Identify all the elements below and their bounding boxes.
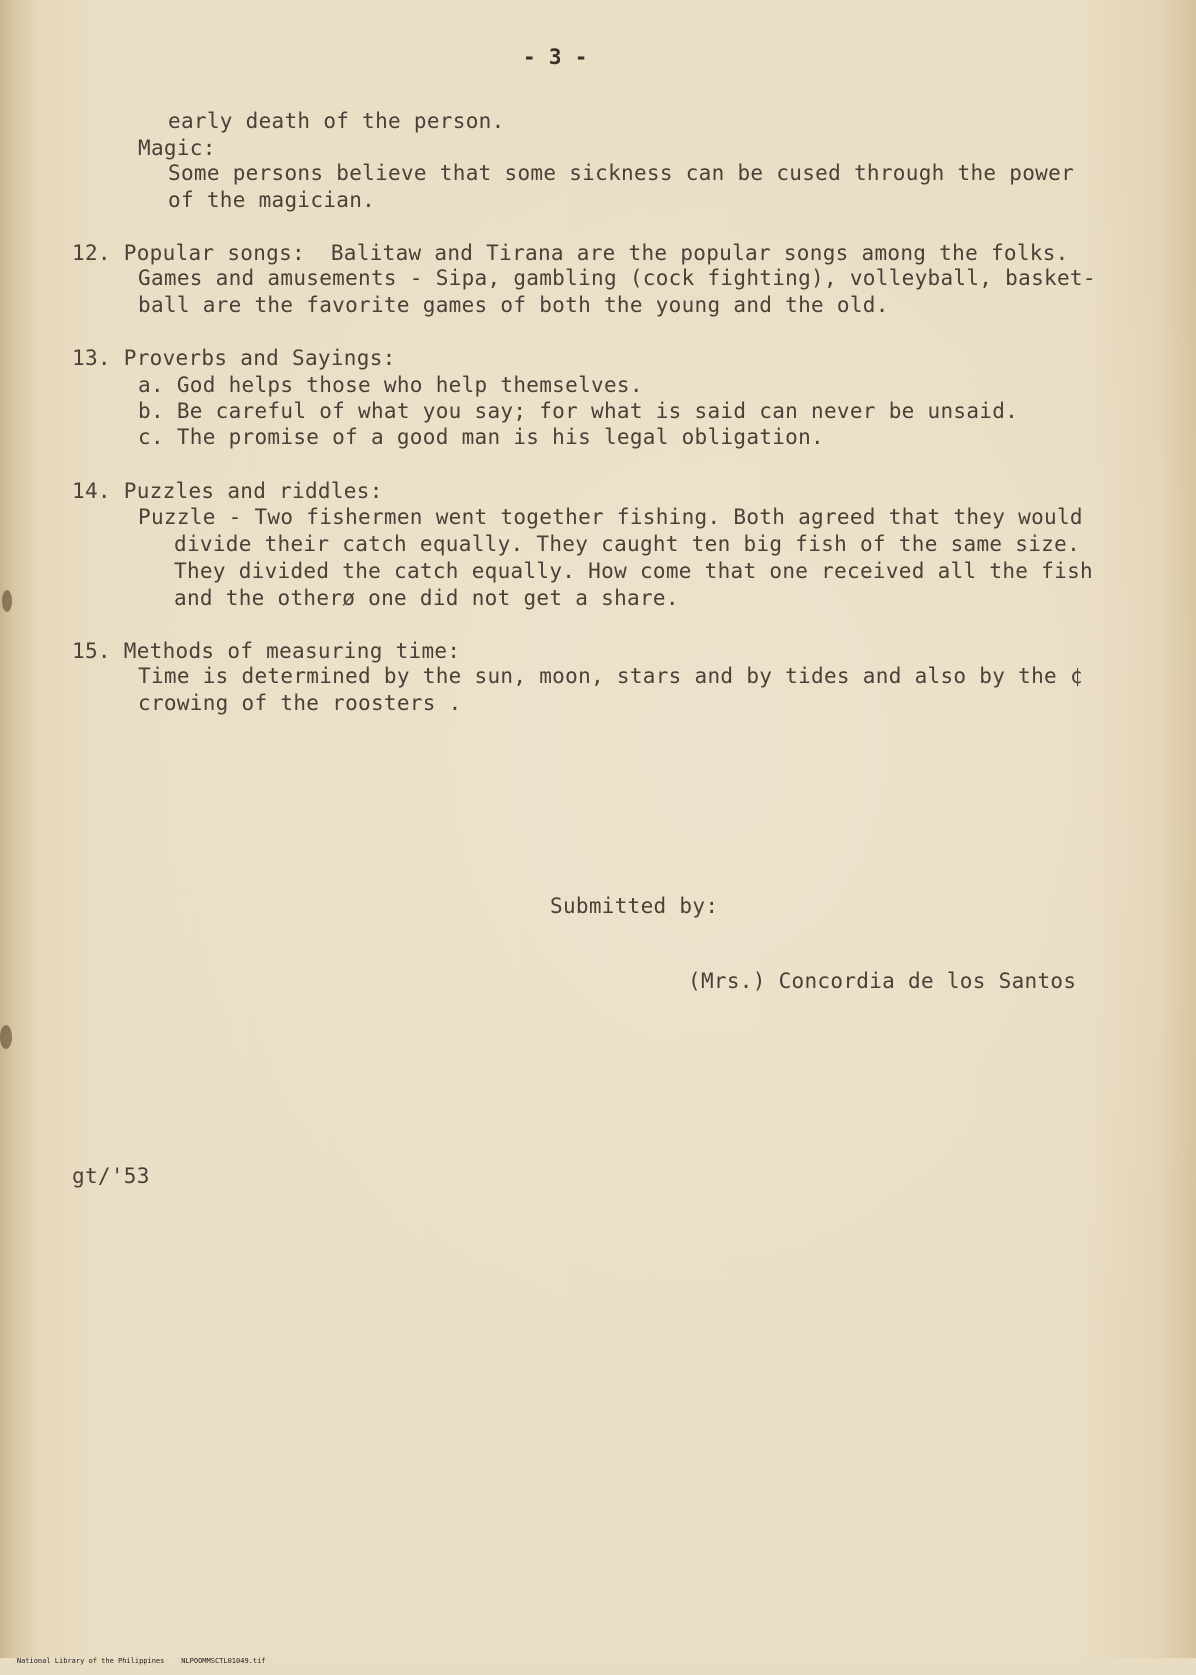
magic-text-1: Some persons believe that some sickness can be cused through the power: [168, 161, 1075, 185]
section-13-heading: 13. Proverbs and Sayings:: [72, 346, 396, 370]
puzzle-line-2: divide their catch equally. They caught ten big fish of the same size.: [174, 532, 1081, 556]
section-12-line-1: 12. Popular songs: Balitaw and Tirana are the popular songs among the folks.: [72, 241, 1069, 265]
proverb-b: b. Be careful of what you say; for what is said can never be unsaid.: [138, 399, 1019, 423]
archive-footer: [0, 1648, 266, 1675]
page-number: - 3 -: [523, 45, 588, 69]
section-14-heading: 14. Puzzles and riddles:: [72, 479, 383, 503]
proverb-a: a. God helps those who help themselves.: [138, 373, 643, 397]
puzzle-line-1: Puzzle - Two fishermen went together fishing. Both agreed that they would: [138, 505, 1083, 529]
binding-mark-lower: [0, 1025, 12, 1049]
magic-text-2: of the magician.: [168, 188, 376, 212]
section-12-line-3: ball are the favorite games of both the young and the old.: [138, 293, 889, 317]
line-early-death: early death of the person.: [168, 109, 505, 133]
time-line-2: crowing of the roosters .: [138, 691, 462, 715]
typist-initials: gt/'53: [72, 1164, 150, 1188]
footer-library: National Library of the Philippines: [16, 1657, 165, 1665]
submitted-by-label: Submitted by:: [550, 894, 719, 918]
signatory-name: (Mrs.) Concordia de los Santos: [688, 969, 1077, 993]
puzzle-line-4: and the otherø one did not get a share.: [174, 586, 679, 610]
proverb-c: c. The promise of a good man is his legal obligation.: [138, 425, 824, 449]
section-12-line-2: Games and amusements - Sipa, gambling (cock fighting), volleyball, basket-: [138, 266, 1096, 290]
puzzle-line-3: They divided the catch equally. How come that one received all the fish: [174, 559, 1093, 583]
binding-mark-upper: [2, 590, 12, 612]
section-15-heading: 15. Methods of measuring time:: [72, 639, 461, 663]
magic-heading: Magic:: [138, 136, 216, 160]
footer-file-id: NLPOOMMSCTL01049.tif: [181, 1657, 266, 1665]
time-line-1: Time is determined by the sun, moon, stars and by tides and also by the ¢: [138, 664, 1083, 688]
